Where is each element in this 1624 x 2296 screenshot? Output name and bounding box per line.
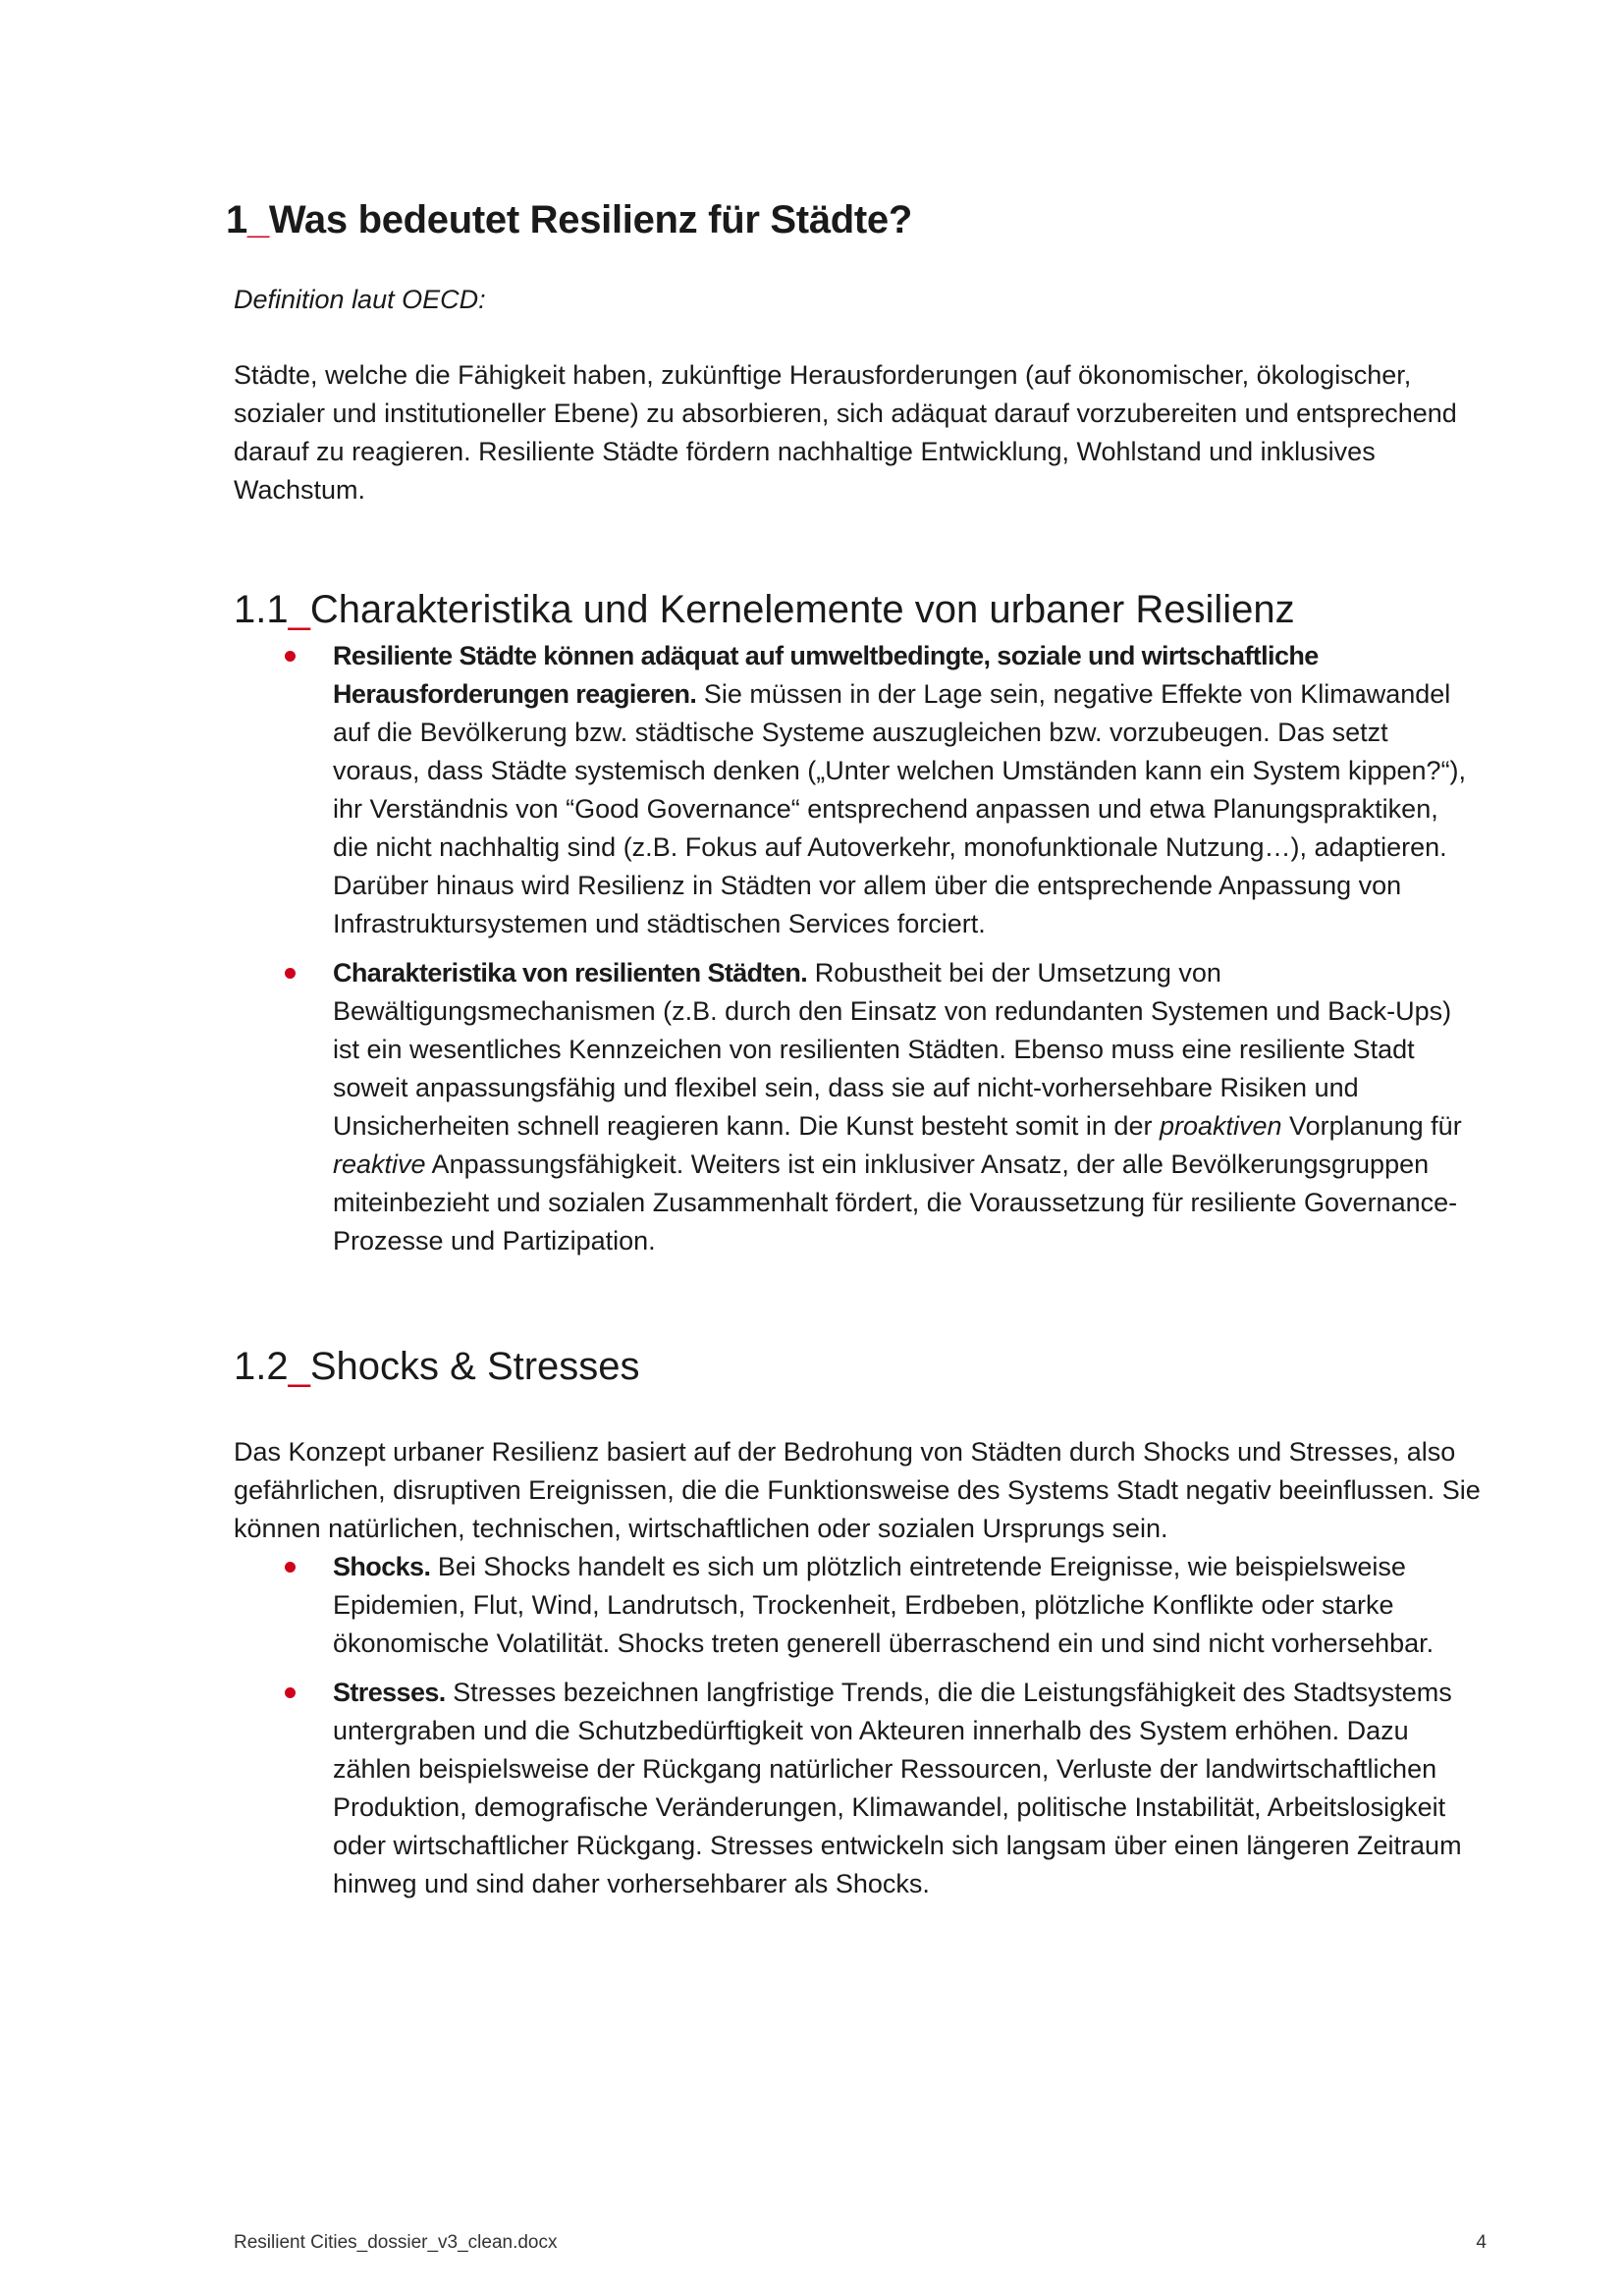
list-item-lead: Shocks. (333, 1552, 431, 1581)
footer-filename: Resilient Cities_dossier_v3_clean.docx (234, 2232, 558, 2253)
list-item-italic: reaktive (333, 1149, 426, 1179)
list-item (234, 954, 1481, 1260)
heading-1-number: 1 (226, 198, 247, 241)
heading-1-2 (234, 1339, 1481, 1394)
list-item (234, 1548, 1481, 1663)
shocks-stresses-intro: Das Konzept urbaner Resilienz basiert auf der Bedrohung von Städten durch Shocks und Stresses, also gefährlichen, disruptiven Ereignissen, die die Funktionsweise des Systems Stadt negativ beeinflussen. Sie können natürlichen, technischen, wirtschaftlichen oder sozialen Ursprungs sein. (234, 1437, 1481, 1543)
bullet-dot-icon (285, 968, 296, 979)
list-item (234, 637, 1481, 943)
heading-1-1-title: Charakteristika und Kernelemente von urbaner Resilienz (309, 588, 1295, 631)
heading-1-1-underscore: _ (288, 588, 310, 631)
bullet-dot-icon (285, 1687, 296, 1698)
heading-1-2-title: Shocks & Stresses (309, 1345, 640, 1388)
list-item-italic: proaktiven (1159, 1111, 1282, 1141)
list-item-text: Sie müssen in der Lage sein, negative Effekte von Klimawandel auf die Bevölkerung bzw. städtische Systeme auszugleichen bzw. vorzubeugen. Das setzt voraus, dass Städte systemisch denken („Unter welchen Umständen kann ein System kippen?“), ihr Verständnis von “Good Governance“ entsprechend anpassen und etwa Planungspraktiken, die nicht nachhaltig sind (z.B. Fokus auf Autoverkehr, monofunktionale Nutzung…), adaptieren. Darüber hinaus wird Resilienz in Städten vor allem über die entsprechende Anpassung von Infrastruktursystemen und städtischen Services forciert. (333, 679, 1467, 938)
page-footer (234, 2232, 1487, 2254)
heading-1-1 (234, 582, 1481, 637)
list-item-text: Vorplanung für (1281, 1111, 1462, 1141)
footer-page-number: 4 (1476, 2232, 1487, 2253)
definition-paragraph: Städte, welche die Fähigkeit haben, zukünftige Herausforderungen (auf ökonomischer, ökologischer, sozialer und institutioneller Ebene) zu absorbieren, sich adäquat darauf vorzubereiten und entsprechend darauf zu reagieren. Resiliente Städte fördern nachhaltige Entwicklung, Wohlstand und inklusives Wachstum. (234, 360, 1457, 505)
list-item-lead: Stresses. (333, 1678, 446, 1707)
characteristics-list (234, 637, 1481, 1260)
list-item-text: Anpassungsfähigkeit. Weiters ist ein inklusiver Ansatz, der alle Bevölkerungsgruppen miteinbezieht und sozialen Zusammenhalt fördert, die Voraussetzung für resiliente Governance-Prozesse und Partizipation. (333, 1149, 1458, 1255)
page-content (226, 192, 1481, 1914)
list-item-text: Robustheit bei der Umsetzung von Bewältigungsmechanismen (z.B. durch den Einsatz von redundanten Systemen und Back-Ups) ist ein wesentliches Kennzeichen von resilienten Städten. Ebenso muss eine resiliente Stadt soweit anpassungsfähig und flexibel sein, dass sie auf nicht-vorhersehbare Risiken und Unsicherheiten schnell reagieren kann. Die Kunst besteht somit in der (333, 958, 1452, 1141)
heading-1-title: Was bedeutet Resilienz für Städte? (268, 198, 912, 241)
list-item-text: Stresses bezeichnen langfristige Trends, die die Leistungsfähigkeit des Stadtsystems untergraben und die Schutzbedürftigkeit von Akteuren innerhalb des System erhöhen. Dazu zählen beispielsweise der Rückgang natürlicher Ressourcen, Verluste der landwirtschaftlichen Produktion, demografische Veränderungen, Klimawandel, politische Instabilität, Arbeitslosigkeit oder wirtschaftlicher Rückgang. Stresses entwickeln sich langsam über einen längeren Zeitraum hinweg und sind daher vorhersehbarer als Shocks. (333, 1678, 1462, 1898)
heading-1 (226, 192, 1481, 247)
shocks-stresses-list (234, 1548, 1481, 1903)
heading-1-1-number: 1.1 (234, 588, 289, 631)
heading-1-2-underscore: _ (288, 1345, 310, 1388)
bullet-dot-icon (285, 651, 296, 662)
list-item-lead: Resiliente Städte können adäquat auf umweltbedingte, soziale und wirtschaftliche Herausforderungen reagieren. (333, 641, 1319, 709)
list-item-text: Bei Shocks handelt es sich um plötzlich eintretende Ereignisse, wie beispielsweise Epidemien, Flut, Wind, Landrutsch, Trockenheit, Erdbeben, plötzliche Konflikte oder starke ökonomische Volatilität. Shocks treten generell überraschend ein und sind nicht vorhersehbar. (333, 1552, 1435, 1658)
bullet-dot-icon (285, 1562, 296, 1573)
heading-1-underscore: _ (246, 198, 269, 241)
list-item-lead: Charakteristika von resilienten Städten. (333, 958, 808, 988)
definition-label: Definition laut OECD: (234, 285, 486, 314)
heading-1-2-number: 1.2 (234, 1345, 289, 1388)
list-item (234, 1674, 1481, 1903)
